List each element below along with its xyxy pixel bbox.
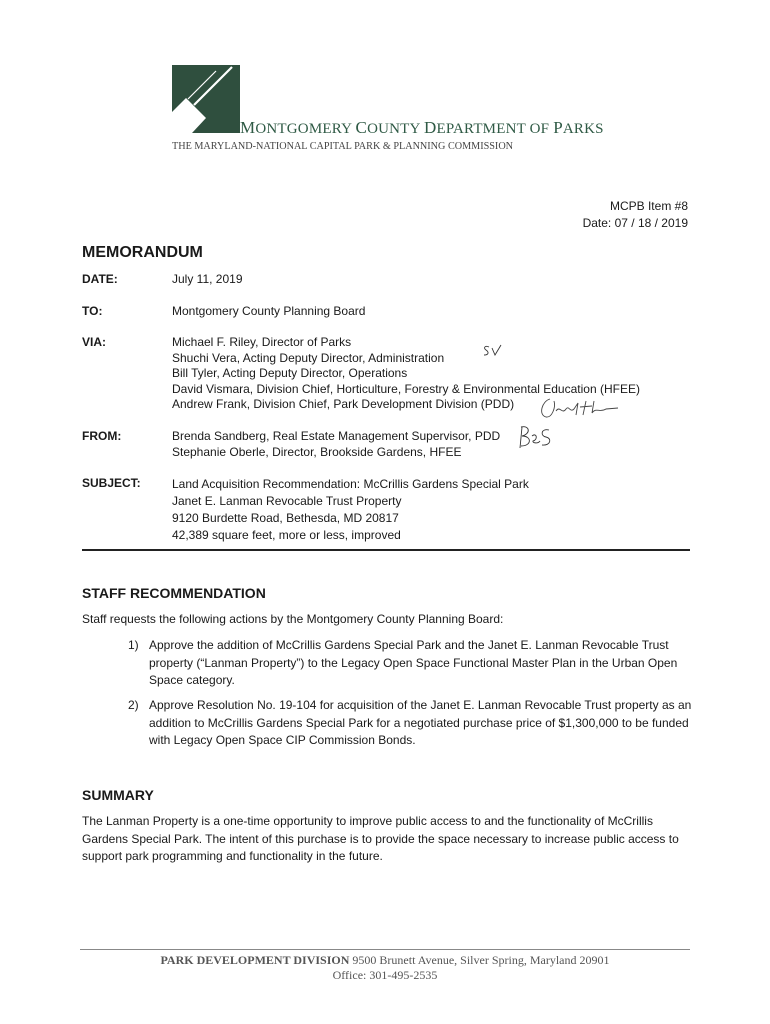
org-name: MONTGOMERY COUNTY DEPARTMENT OF PARKS [240, 118, 604, 137]
item-number: MCPB Item #8 [609, 199, 688, 213]
item-text: Approve Resolution No. 19-104 for acquisition of the Janet E. Lanman Revocable Trust property as an addition to McCrillis Gardens Special Park for a negotiated purchase price of $1,300,000 to be funded with Legacy Open Space CIP Commission Bonds. [149, 698, 692, 747]
summary-text: The Lanman Property is a one-time opportunity to improve public access to and the functionality of McCrillis Gardens Special Park. The intent of this purchase is to provide the space necessary to increase public access to support park programming and functionality in the future. [82, 814, 679, 863]
header-divider [82, 549, 690, 551]
item-text: Approve the addition of McCrillis Gardens Special Park and the Janet E. Lanman Revocable Trust property (“Lanman Property”) to the Legacy Open Space Functional Master Plan in the Urban Open Space category. [149, 638, 678, 687]
from-list [172, 429, 500, 460]
date-label: DATE: [82, 272, 118, 286]
to-label: TO: [82, 304, 103, 318]
subject-list [172, 476, 529, 544]
subject-line: 9120 Burdette Road, Bethesda, MD 20817 [172, 511, 399, 525]
via-line: Bill Tyler, Acting Deputy Director, Operations [172, 366, 408, 380]
from-label: FROM: [82, 429, 122, 443]
footer-divider [80, 949, 690, 950]
recommendation-item [128, 697, 693, 750]
footer-division: PARK DEVELOPMENT DIVISION [160, 953, 350, 967]
subject-label: SUBJECT: [82, 476, 141, 490]
footer-street: 9500 Brunett Avenue, Silver Spring, Maryland 20901 [349, 953, 610, 967]
subject-line: Janet E. Lanman Revocable Trust Property [172, 494, 402, 508]
via-line: Andrew Frank, Division Chief, Park Development Division (PDD) [172, 397, 515, 411]
footer-office: Office: 301-495-2535 [332, 968, 438, 982]
from-line: Stephanie Oberle, Director, Brookside Gardens, HFEE [172, 444, 462, 459]
via-line: Shuchi Vera, Acting Deputy Director, Administration [172, 350, 445, 365]
footer-address [0, 953, 770, 968]
signature-initials-sv [482, 344, 504, 358]
subject-line: 42,389 square feet, more or less, improved [172, 528, 401, 542]
commission-name: THE MARYLAND-NATIONAL CAPITAL PARK & PLANNING COMMISSION [172, 141, 514, 152]
memo-title: MEMORANDUM [82, 244, 203, 261]
item-number: 1) [128, 638, 139, 652]
recommendation-item [128, 637, 693, 690]
to-value: Montgomery County Planning Board [172, 304, 366, 318]
item-block [583, 198, 688, 232]
from-line: Brenda Sandberg, Real Estate Management Supervisor, PDD [172, 429, 501, 443]
item-date: Date: 07 / 18 / 2019 [582, 216, 688, 230]
via-label: VIA: [82, 335, 106, 349]
subject-line: Land Acquisition Recommendation: McCrillis Gardens Special Park [172, 477, 529, 491]
date-value: July 11, 2019 [172, 272, 243, 286]
via-line: David Vismara, Division Chief, Horticulture, Forestry & Environmental Education (HFEE) [172, 381, 640, 396]
signature-initials-bes [516, 424, 554, 450]
staff-recommendation-intro: Staff requests the following actions by the Montgomery County Planning Board: [82, 612, 504, 626]
summary-heading: SUMMARY [82, 787, 154, 803]
via-line: Michael F. Riley, Director of Parks [172, 335, 352, 349]
parks-logo [172, 65, 240, 133]
staff-recommendation-heading: STAFF RECOMMENDATION [82, 585, 266, 601]
item-number: 2) [128, 698, 139, 712]
signature-andrew-frank [536, 395, 620, 421]
